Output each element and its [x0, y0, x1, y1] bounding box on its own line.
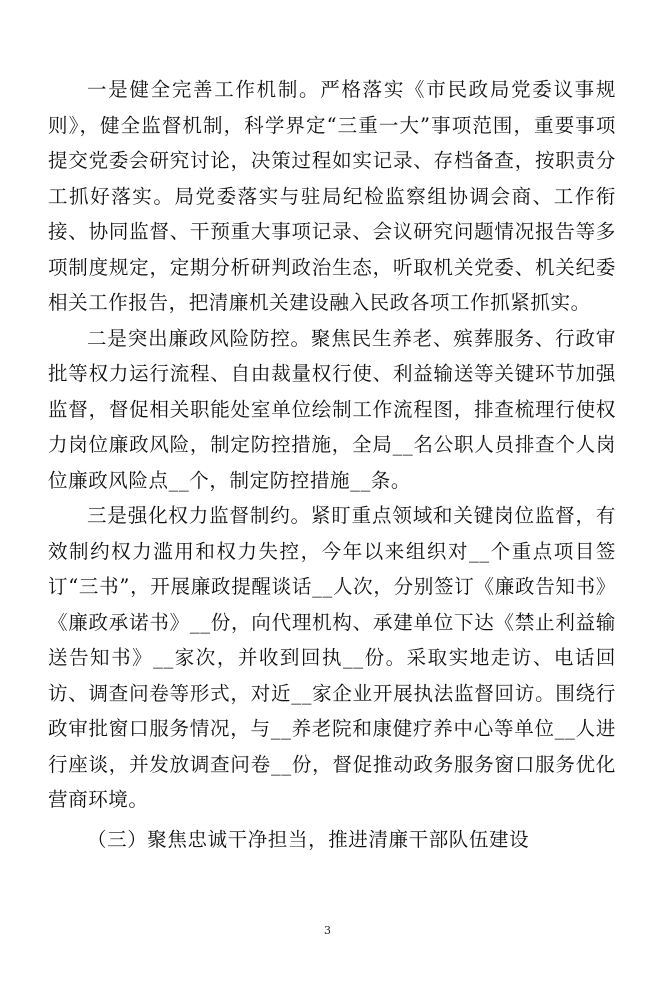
paragraph-work-mechanism: 一是健全完善工作机制。严格落实《市民政局党委议事规则》，健全监督机制，科学界定“三重一大”事项范围，重要事项提交党委会研究讨论，决策过程如实记录、存档备查，按职责分工抓好落实。局党委落实与驻局纪检监察组协调会商、工作衔接、协同监督、干预重大事项记录、会议研究问题情况报告等多项制度规定，定期分析研判政治生态，听取机关党委、机关纪委相关工作报告，把清廉机关建设融入民政各项工作抓紧抓实。 [48, 78, 616, 314]
document-body [48, 72, 616, 857]
paragraph-power-supervision: 三是强化权力监督制约。紧盯重点领域和关键岗位监督，有效制约权力滥用和权力失控，今年以来组织对__个重点项目签订“三书”，开展廉政提醒谈话__人次，分别签订《廉政告知书》《廉政承诺书》__份，向代理机构、承建单位下达《禁止利益输送告知书》__家次，并收到回执__份。采取实地走访、电话回访、调查问卷等形式，对近__家企业开展执法监督回访。围绕行政审批窗口服务情况，与__养老院和康健疗养中心等单位__人进行座谈，并发放调查问卷__份，督促推动政务服务窗口服务优化营商环境。 [48, 504, 616, 811]
paragraph-risk-control: 二是突出廉政风险防控。聚焦民生养老、殡葬服务、行政审批等权力运行流程、自由裁量权行使、利益输送等关键环节加强监督，督促相关职能处室单位绘制工作流程图，排查梳理行使权力岗位廉政风险，制定防控措施，全局__名公职人员排查个人岗位廉政风险点__个，制定防控措施__条。 [48, 326, 616, 492]
section-heading: （三）聚焦忠诚干净担当，推进清廉干部队伍建设 [87, 827, 530, 851]
page-number: 3 [324, 924, 331, 937]
